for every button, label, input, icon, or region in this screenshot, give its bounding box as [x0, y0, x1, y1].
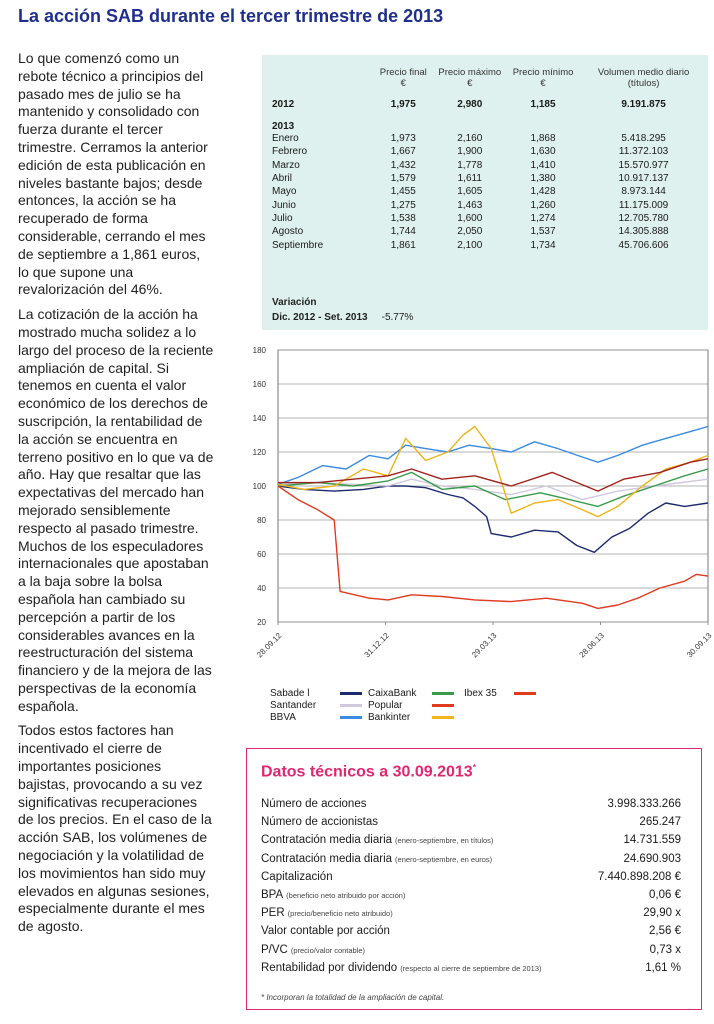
legend-item-bankinter	[368, 712, 454, 723]
row-label: Enero	[272, 133, 299, 145]
datos-value: 7.440.898.208 €	[597, 870, 681, 883]
datos-label	[261, 868, 333, 886]
datos-label-text: Número de acciones	[261, 798, 367, 810]
legend-swatch	[340, 692, 362, 695]
cell: 1,900	[457, 146, 483, 158]
article-body	[18, 50, 214, 943]
table-row	[262, 145, 708, 158]
cell: 1,611	[457, 173, 482, 185]
table-row	[262, 225, 708, 238]
datos-label-text: BPA	[261, 888, 284, 901]
table-row	[262, 212, 708, 225]
row-label: Julio	[272, 212, 293, 224]
cell: 1,667	[390, 146, 416, 158]
datos-value: 1,61 %	[645, 961, 681, 974]
cell: 8.973.144	[621, 186, 666, 198]
datos-title-mark: *	[472, 763, 476, 772]
datos-label-text: Rentabilidad por dividendo	[261, 961, 398, 974]
row-label: Marzo	[272, 159, 300, 171]
datos-label-text: Contratación media diaria	[261, 834, 393, 847]
cell: 1,260	[530, 199, 556, 211]
x-tick-label: 28.06.13	[577, 631, 606, 660]
y-tick-label: 140	[252, 414, 266, 423]
x-tick-label: 30.09.13	[685, 631, 714, 660]
legend-swatch	[432, 692, 454, 695]
datos-label	[261, 886, 405, 904]
cell: 1,380	[530, 173, 556, 185]
legend-item-ibex	[464, 688, 536, 699]
datos-row	[261, 904, 681, 922]
variacion-block	[272, 295, 413, 325]
datos-value: 3.998.333.266	[607, 798, 681, 810]
legend-item-popular	[368, 700, 454, 711]
datos-note: (enero-septiembre, en títulos)	[395, 836, 494, 846]
datos-row	[261, 868, 681, 886]
header-precio-final: Precio final €	[379, 67, 427, 89]
row-label: Mayo	[272, 186, 297, 198]
table-header-row	[262, 55, 708, 93]
cell: 2,100	[457, 239, 483, 251]
table-header-label	[262, 55, 374, 93]
variacion-value: -5.77%	[381, 312, 414, 323]
cell: 45.706.606	[618, 239, 669, 251]
datos-label	[261, 922, 390, 940]
datos-title	[261, 763, 476, 781]
header-precio-maximo: Precio máximo €	[438, 67, 502, 89]
datos-label-text: Capitalización	[261, 870, 333, 883]
row-label: Septiembre	[272, 239, 324, 251]
legend-swatch	[340, 704, 362, 707]
cell: 1,975	[390, 98, 416, 110]
cell: 1,579	[390, 173, 416, 185]
x-tick-label: 29.03.13	[470, 631, 499, 660]
cell: 1,605	[457, 186, 483, 198]
cell: 9.191.875	[621, 98, 666, 110]
y-tick-label: 120	[252, 448, 266, 457]
stock-performance-chart	[230, 338, 714, 678]
table-row-2013-label	[262, 115, 708, 132]
datos-row	[261, 850, 681, 868]
y-tick-label: 180	[252, 346, 266, 355]
cell: 1,463	[457, 199, 483, 211]
datos-label	[261, 959, 542, 977]
legend-item-santander	[270, 700, 362, 711]
cell: 15.570.977	[618, 159, 669, 171]
datos-label	[261, 813, 378, 831]
y-tick-label: 20	[257, 618, 266, 627]
row-label: Junio	[272, 199, 296, 211]
cell: 1,630	[530, 146, 556, 158]
cell: 1,744	[390, 226, 416, 238]
datos-label	[261, 831, 493, 849]
row-label: 2012	[272, 98, 295, 110]
datos-label	[261, 850, 492, 868]
cell: 1,455	[390, 186, 416, 198]
cell: 1,185	[530, 98, 556, 110]
datos-label	[261, 904, 393, 922]
datos-row	[261, 959, 681, 977]
legend-swatch	[432, 704, 454, 707]
cell: 1,600	[457, 212, 483, 224]
datos-value: 24.690.903	[623, 852, 681, 865]
row-label: Abril	[272, 173, 293, 185]
legend-swatch	[340, 716, 362, 719]
cell: 1,275	[390, 199, 416, 211]
datos-value: 2,56 €	[649, 925, 681, 938]
datos-title-text: Datos técnicos a 30.09.2013	[261, 763, 473, 781]
cell: 2,050	[457, 226, 483, 238]
datos-row	[261, 922, 681, 940]
variacion-label: Variación	[272, 297, 317, 308]
cell: 1,432	[390, 159, 416, 171]
row-label: Febrero	[272, 146, 308, 158]
cell: 1,537	[530, 226, 556, 238]
legend-swatch	[432, 716, 454, 719]
cell: 12.705.780	[618, 212, 669, 224]
x-tick-label: 31.12.12	[362, 631, 391, 660]
datos-label-text: Valor contable por acción	[261, 925, 390, 938]
datos-row	[261, 886, 681, 904]
cell: 1,428	[530, 186, 556, 198]
table-row	[262, 238, 708, 251]
y-tick-label: 100	[252, 482, 266, 491]
header-precio-minimo: Precio mínimo €	[512, 67, 574, 89]
y-tick-label: 80	[257, 516, 266, 525]
table-row	[262, 185, 708, 198]
legend-label: Bankinter	[368, 712, 411, 723]
cell: 1,868	[530, 133, 556, 145]
table-row	[262, 198, 708, 211]
variacion-line	[272, 310, 413, 325]
table-row	[262, 159, 708, 172]
legend-label: Ibex 35	[464, 688, 497, 699]
legend-label: CaixaBank	[368, 688, 417, 699]
cell: 11.372.103	[618, 146, 669, 158]
datos-value: 265.247	[639, 816, 681, 829]
datos-row	[261, 813, 681, 831]
y-tick-label: 60	[257, 550, 266, 559]
datos-note: (enero-septiembre, en euros)	[395, 854, 493, 864]
datos-note: (respecto al cierre de septiembre de 2013)	[400, 963, 542, 973]
cell: 5.418.295	[621, 133, 666, 145]
datos-label-text: Contratación media diaria	[261, 852, 393, 865]
cell: 1,734	[530, 239, 556, 251]
stock-price-panel	[262, 55, 708, 330]
cell: 10.917.137	[618, 173, 669, 185]
x-tick-label: 28.09.12	[255, 631, 284, 660]
datos-note: (beneficio neto atribuido por acción)	[286, 890, 406, 900]
datos-value: 0,06 €	[649, 888, 681, 901]
y-tick-label: 40	[257, 584, 266, 593]
datos-value: 14.731.559	[623, 834, 681, 847]
datos-note: (precio/valor contable)	[290, 945, 366, 955]
page-title: La acción SAB durante el tercer trimestre de 2013	[18, 6, 444, 26]
y-tick-label: 160	[252, 380, 266, 389]
datos-row	[261, 795, 681, 813]
cell: 2,980	[457, 98, 483, 110]
legend-item-sabadell	[270, 688, 362, 699]
cell: 1,538	[390, 212, 416, 224]
legend-item-bbva	[270, 712, 362, 723]
legend-label: BBVA	[270, 712, 296, 723]
datos-value: 29,90 x	[643, 907, 681, 920]
row-label: 2013	[272, 121, 295, 132]
cell: 11.175.009	[618, 199, 669, 211]
article-paragraph-3: Todos estos factores han incentivado el cierre de importantes posiciones bajistas, provocando a su vez significativas recuperaciones de los precios. En el caso de la acción SAB, los volúmenes de negociación y la volatilidad de los movimientos han sido muy elevados en algunas sesiones, especialmente durante el mes de agosto.	[18, 722, 212, 935]
chart-legend	[270, 688, 570, 728]
article-paragraph-1: Lo que comenzó como un rebote técnico a principios del pasado mes de julio se ha mantenido y consolidado con fuerza durante el tercer trimestre. Cerramos la anterior edición de esta publicación en niveles bastante bajos; desde entonces, la acción se ha recuperado de forma considerable, cerrando el mes de septiembre a 1,861 euros, lo que supone una revalorización del 46%.	[18, 50, 208, 298]
legend-item-caixabank	[368, 688, 454, 699]
legend-label: Sabade l	[270, 688, 310, 699]
datos-row	[261, 941, 681, 959]
table-row-2012	[262, 93, 708, 115]
datos-row	[261, 831, 681, 849]
datos-note: (precio/beneficio neto atribuido)	[287, 909, 393, 919]
cell: 1,410	[530, 159, 556, 171]
variacion-period: Dic. 2012 - Set. 2013	[272, 312, 368, 323]
datos-tecnicos-box	[246, 748, 702, 1010]
datos-rows	[261, 795, 681, 977]
row-label: Agosto	[272, 226, 304, 238]
datos-label-text: Número de accionistas	[261, 816, 378, 829]
datos-label-text: PER	[261, 907, 285, 920]
datos-footnote: * Incorporan la totalidad de la ampliación de capital.	[261, 993, 445, 1002]
cell: 1,778	[457, 159, 483, 171]
datos-label-text: P/VC	[261, 943, 288, 956]
cell: 14.305.888	[618, 226, 669, 238]
datos-value: 0,73 x	[649, 943, 681, 956]
legend-label: Popular	[368, 700, 403, 711]
header-volumen: Volumen medio diario (títulos)	[597, 67, 690, 89]
datos-label	[261, 941, 365, 959]
datos-label	[261, 795, 366, 813]
cell: 1,973	[390, 133, 416, 145]
table-row	[262, 132, 708, 145]
article-paragraph-2: La cotización de la acción ha mostrado mucha solidez a lo largo del proceso de la reciente ampliación de capital. Si tenemos en cuenta el valor económico de los derechos de suscripción, la rentabilidad de la acción se encuentra en terreno positivo en lo que va de año. Hay que resaltar que las expectativas del mercado han mejorado sensiblemente respecto al pasado trimestre. Muchos de los especuladores internacionales que apostaban a la baja sobre la bolsa española han cambiado su percepción a partir de los considerables avances en la reestructuración del sistema financiero y de la mejora de las perspectivas de la economía española.	[18, 306, 214, 714]
cell: 2,160	[457, 133, 483, 145]
cell: 1,274	[530, 212, 556, 224]
stock-price-table	[262, 55, 708, 252]
table-row	[262, 172, 708, 185]
legend-label: Santander	[270, 700, 317, 711]
legend-swatch	[514, 692, 536, 695]
cell: 1,861	[390, 239, 416, 251]
